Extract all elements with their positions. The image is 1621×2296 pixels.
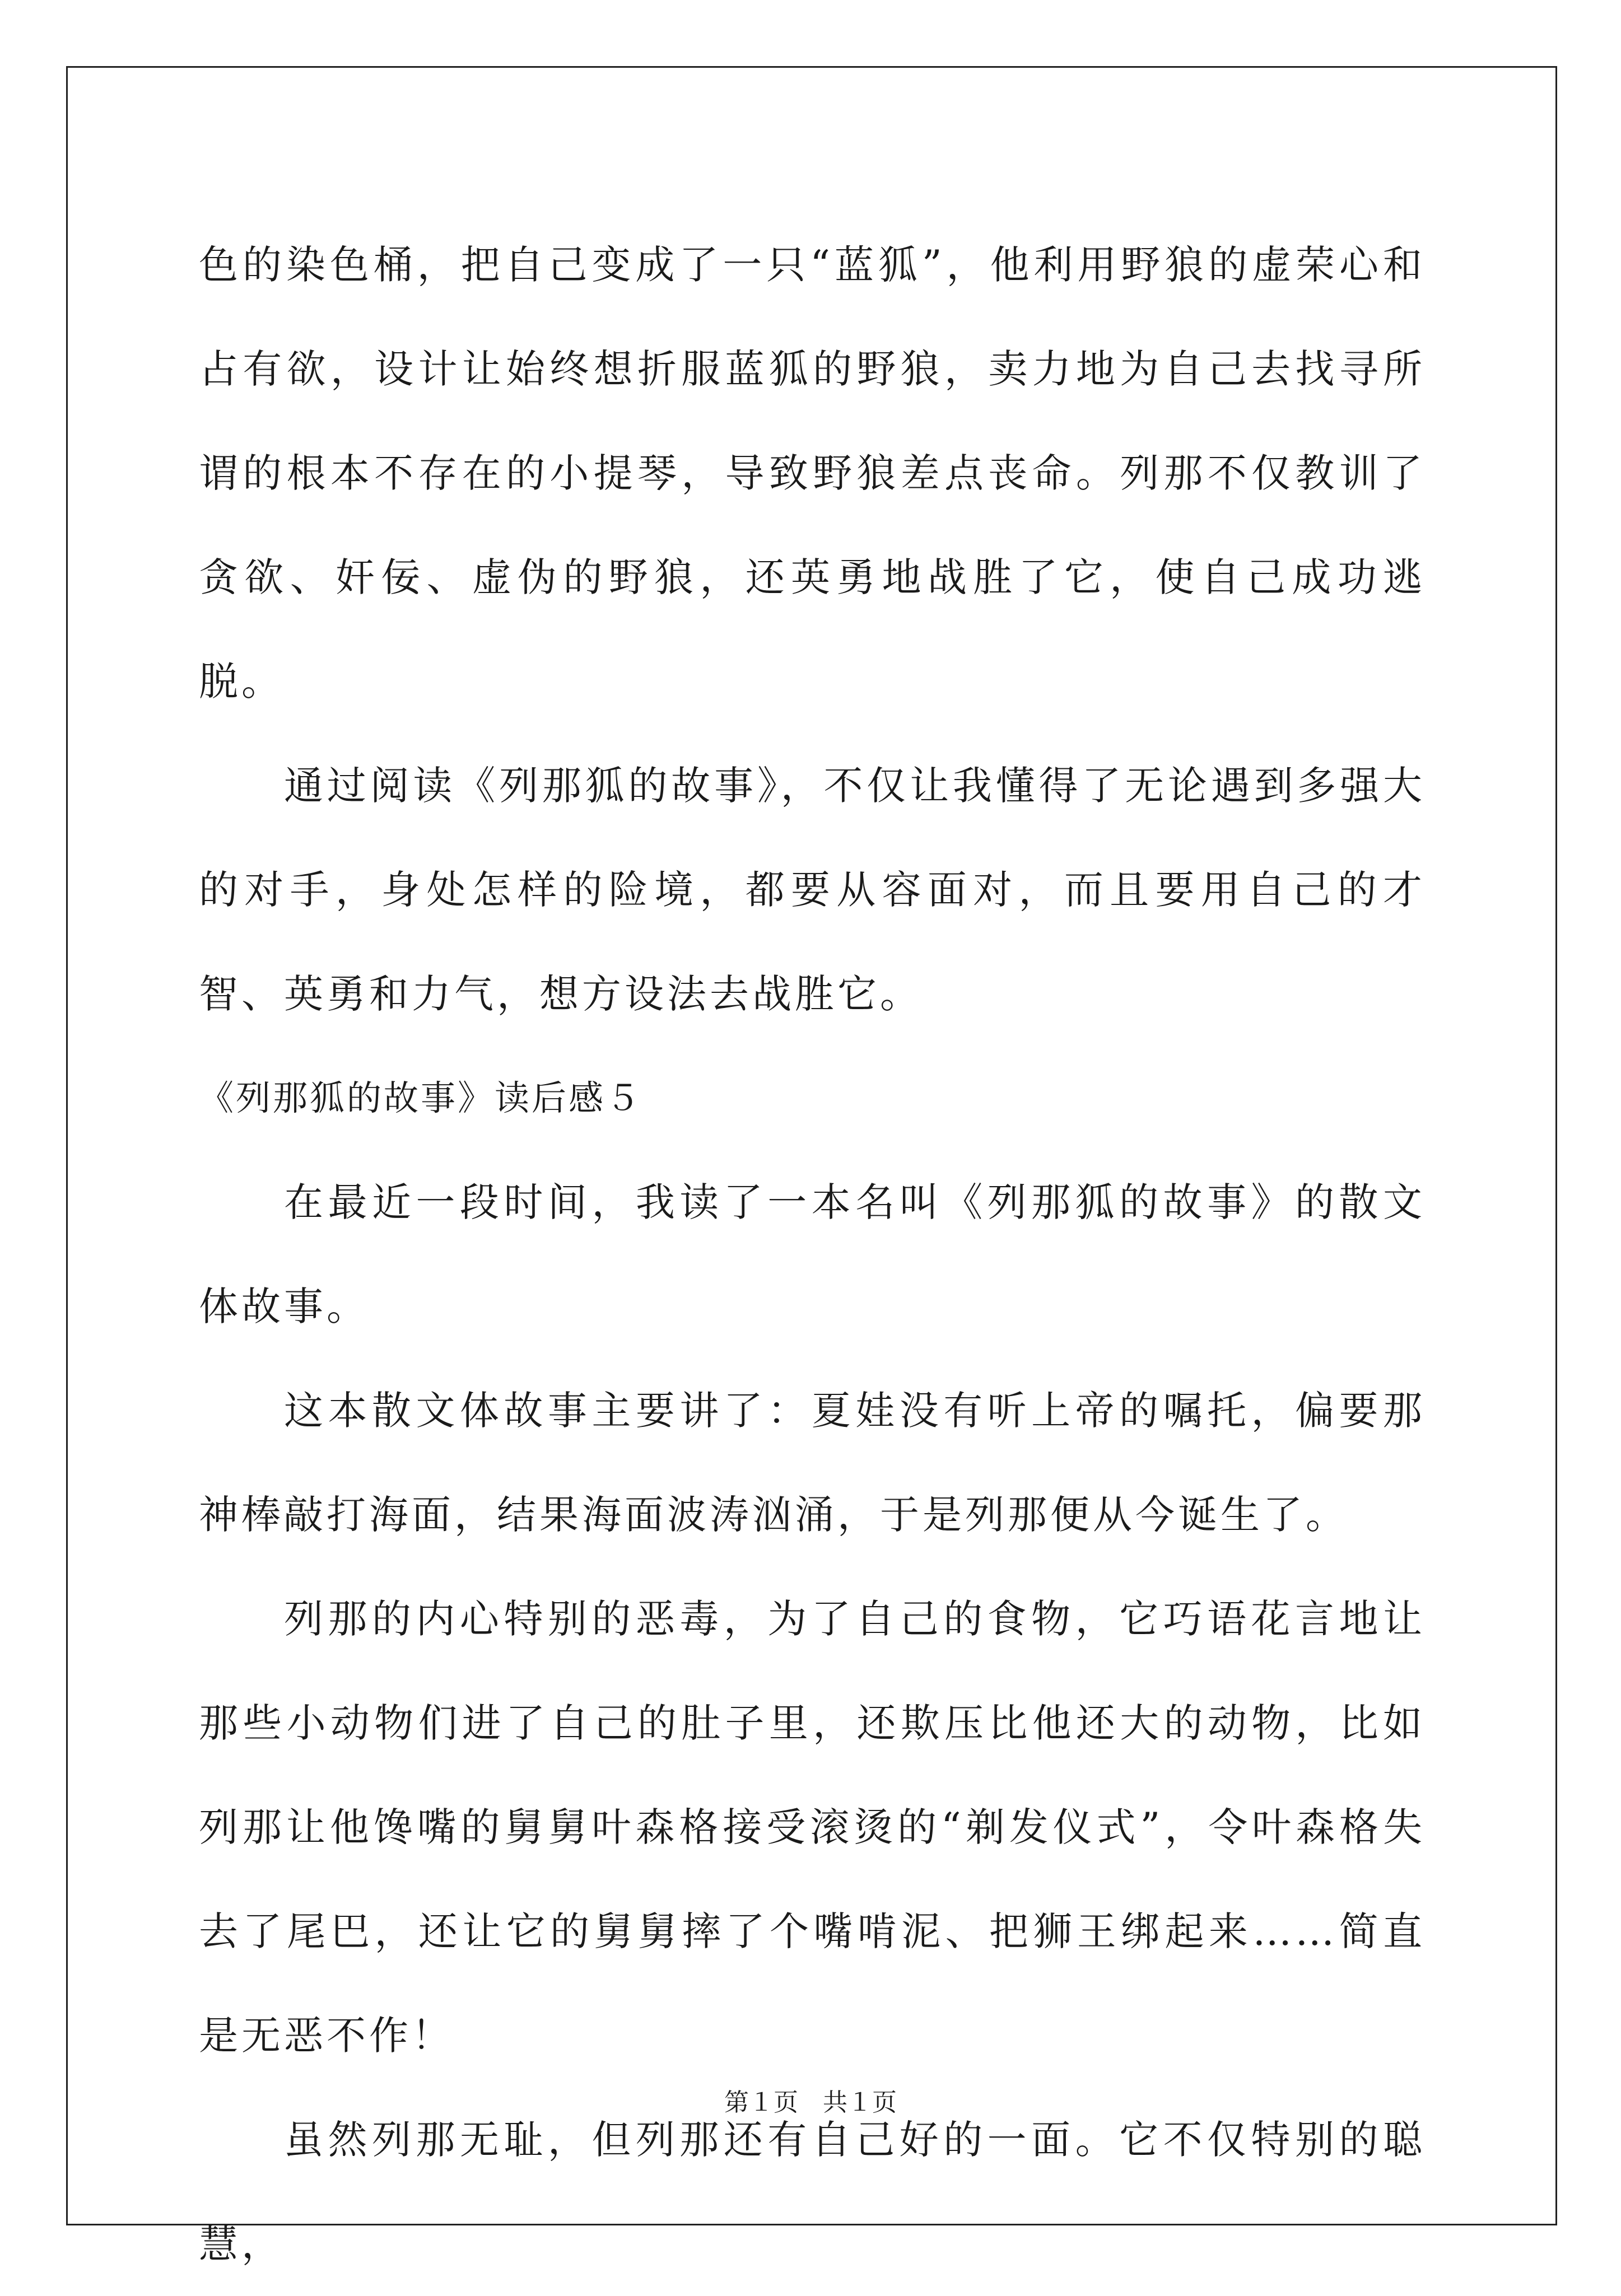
paragraph: 虽然列那无耻，但列那还有自己好的一面。它不仅特别的聪慧， [199,2117,1426,2267]
paragraph: 通过阅读《列那狐的故事》，不仅让我懂得了无论遇到多强大的对手，身处怎样的险境，都要从容面对，而且要用自己的才智、英勇和力气，想方设法去战胜它。 [199,763,1426,1017]
paragraph: 在最近一段时间，我读了一本名叫《列那狐的故事》的散文体故事。 [199,1179,1426,1329]
page-number-footer: 第１页 共１页 [724,2088,897,2117]
paragraph: 这本散文体故事主要讲了：夏娃没有听上帝的嘱托，偏要那神棒敲打海面，结果海面波涛汹涌，于是列那便从今诞生了。 [199,1388,1426,1538]
document-body [199,213,1426,2296]
paragraph: 色的染色桶，把自己变成了一只“蓝狐”，他利用野狼的虚荣心和占有欲，设计让始终想折服蓝狐的野狼，卖力地为自己去找寻所谓的根本不存在的小提琴，导致野狼差点丧命。列那不仅教训了贪欲、奸佞、虚伪的野狼，还英勇地战胜了它，使自己成功逃脱。 [199,242,1426,704]
paragraph: 列那的内心特别的恶毒，为了自己的食物，它巧语花言地让那些小动物们进了自己的肚子里，还欺压比他还大的动物，比如列那让他馋嘴的舅舅叶森格接受滚烫的“剃发仪式”，令叶森格失去了尾巴，还让它的舅舅摔了个嘴啃泥、把狮王绑起来……简直是无恶不作！ [199,1596,1426,2059]
section-heading: 《列那狐的故事》读后感５ [199,1077,643,1118]
